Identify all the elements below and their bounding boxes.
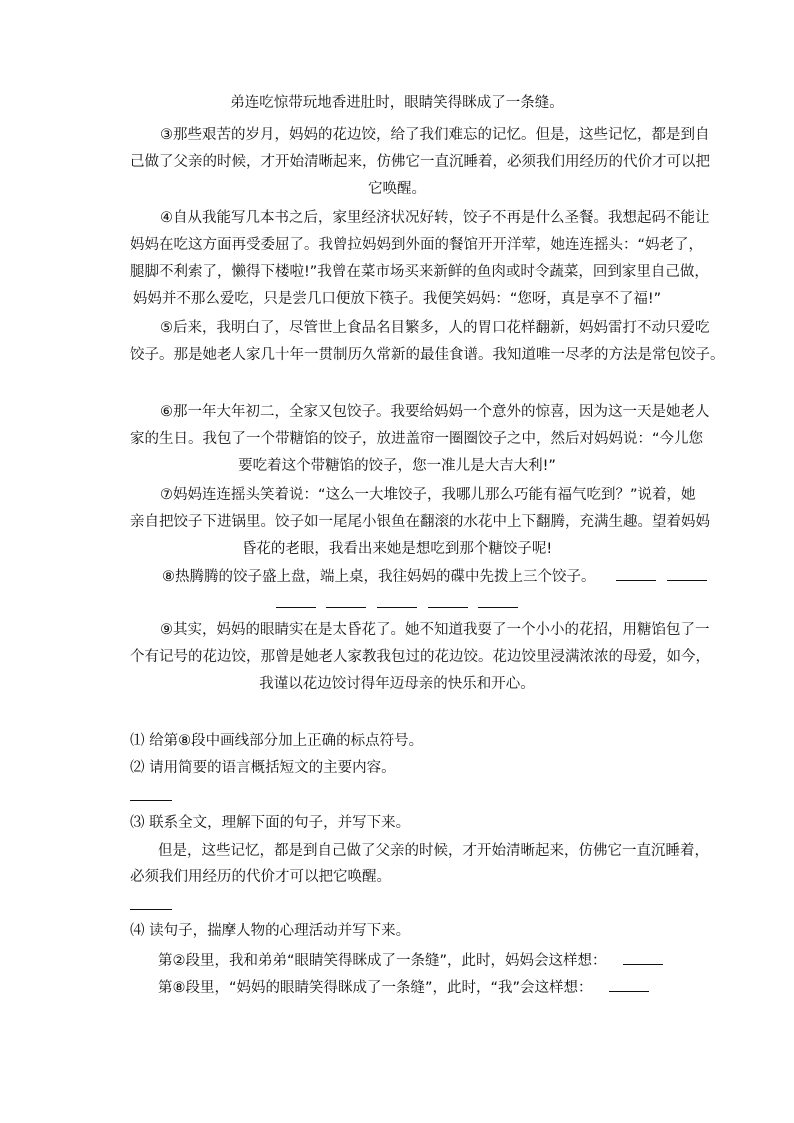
paragraph-3-line-3: 它唤醒。 [368,181,426,197]
paragraph-3-line-2: 己做了父亲的时候，才开始清晰起来，仿佛它一直沉睡着，必须我们用经历的代价才可以把 [130,154,710,170]
answer-blank[interactable] [326,593,366,608]
question-4-b [158,977,649,998]
paragraph-6-line-2: 家的生日。我包了一个带糖馅的饺子，放进盖帘一圈圈饺子之中，然后对妈妈说：“今儿您 [130,431,704,447]
paragraph-7-line-3: 昏花的老眼，我看出来她是想吃到那个糖饺子呢! [241,541,553,557]
paragraph-6-line-3: 要吃着这个带糖馅的饺子，您一准儿是大吉大利!” [238,458,556,474]
paragraph-3-line-1: ③那些艰苦的岁月，妈妈的花边饺，给了我们难忘的记忆。但是，这些记忆，都是到自 [160,127,710,143]
paragraph-5-line-2: 饺子。那是她老人家几十年一贯制历久常新的最佳食谱。我知道唯一尽孝的方法是常包饺子。 [130,347,725,363]
answer-blank[interactable] [377,593,417,608]
answer-blank[interactable] [428,593,468,608]
paragraph-6-line-1: ⑥那一年大年初二，全家又包饺子。我要给妈妈一个意外的惊喜，因为这一天是她老人 [160,404,710,420]
paragraph-4-line-4: 妈妈并不那么爱吃，只是尝几口便放下筷子。我便笑妈妈：“您呀，真是享不了福!” [132,291,662,307]
paragraph-7-line-2: 亲自把饺子下进锅里。饺子如一尾尾小银鱼在翻滚的水花中上下翻腾，充满生趣。望着妈妈 [130,514,710,530]
paragraph-2-end: 弟连吃惊带玩地香进肚时，眼睛笑得眯成了一条缝。 [230,95,564,111]
question-4: ⑷ 读句子，揣摩人物的心理活动并写下来。 [130,923,411,939]
question-2: ⑵ 请用简要的语言概括短文的主要内容。 [130,760,396,776]
paragraph-4-line-3: 腿脚不利索了，懒得下楼啦!”我曾在菜市场买来新鲜的鱼肉或时令蔬菜，回到家里自己做， [130,264,709,280]
answer-blank[interactable] [276,593,316,608]
paragraph-4-line-1: ④自从我能写几本书之后，家里经济状况好转，饺子不再是什么圣餐。我想起码不能让 [160,210,710,226]
question-4-a [158,950,663,971]
question-1: ⑴ 给第⑧段中画线部分加上正确的标点符号。 [130,733,424,749]
paragraph-8-blank-row [0,593,794,612]
question-3-quote-line-2: 必须我们用经历的代价才可以把它唤醒。 [130,869,391,885]
paragraph-5-line-1: ⑤后来，我明白了，尽管世上食品名目繁多，人的胃口花样翻新，妈妈雷打不动只爱吃 [160,320,710,336]
question-3: ⑶ 联系全文，理解下面的句子，并写下来。 [130,815,411,831]
paragraph-4-line-2: 妈妈在吃这方面再受委屈了。我曾拉妈妈到外面的餐馆开开洋荤，她连连摇头：“妈老了， [130,237,704,253]
question-3-quote-line-1: 但是，这些记忆，都是到自己做了父亲的时候，才开始清晰起来，仿佛它一直沉睡着， [158,843,709,859]
paragraph-9-line-3: 我谨以花边饺讨得年迈母亲的快乐和开心。 [259,676,535,692]
paragraph-8 [162,566,707,587]
answer-blank[interactable] [616,566,656,581]
answer-blank[interactable] [130,909,172,910]
answer-blank[interactable] [609,977,649,992]
question-4-b-text: 第⑧段里，“妈妈的眼睛笑得眯成了一条缝”，此时，“我”会这样想： [158,980,593,996]
paragraph-8-text: ⑧热腾腾的饺子盛上盘，端上桌，我往妈妈的碟中先拨上三个饺子。 [162,569,596,585]
answer-blank[interactable] [478,593,518,608]
answer-blank[interactable] [130,800,172,801]
answer-blank[interactable] [623,950,663,965]
paragraph-9-line-1: ⑨其实，妈妈的眼睛实在是太昏花了。她不知道我耍了一个小小的花招，用糖馅包了一 [160,622,710,638]
paragraph-7-line-1: ⑦妈妈连连摇头笑着说：“这么一大堆饺子，我哪儿那么巧能有福气吃到？”说着，她 [160,487,696,503]
paragraph-9-line-2: 个有记号的花边饺，那曾是她老人家教我包过的花边饺。花边饺里浸满浓浓的母爱，如今， [130,649,710,665]
answer-blank[interactable] [667,566,707,581]
question-4-a-text: 第②段里，我和弟弟“眼睛笑得眯成了一条缝”，此时，妈妈会这样想： [158,953,607,969]
